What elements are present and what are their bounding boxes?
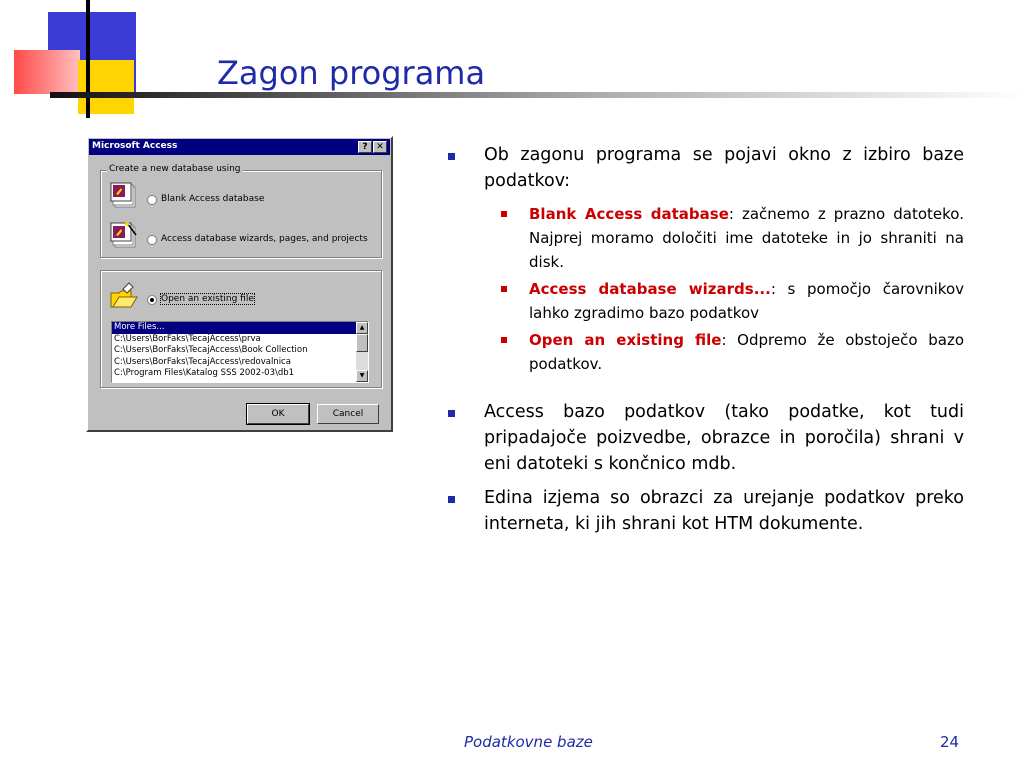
recent-files-list[interactable]	[111, 321, 369, 383]
create-database-group	[100, 164, 382, 258]
blank-database-label[interactable]: Blank Access database	[161, 194, 265, 204]
desc-wizards: : s pomočjo čarovnikov lahko zgradimo bazo podatkov	[529, 280, 964, 322]
slide-footer: Podatkovne baze	[464, 733, 593, 751]
desc-blank: : začnemo z prazno datoteko. Najprej moramo določiti ime datoteke in jo shraniti na disk.	[529, 205, 964, 271]
bullet-mdb-file: Access bazo podatkov (tako podatke, kot tudi pripadajoče poizvedbe, obrazce in poročila) shrani v eni datoteki s končnico mdb.	[444, 399, 964, 477]
file-list-item[interactable]: C:\Users\BorFaks\TecajAccess\redovalnica	[114, 356, 291, 367]
term-blank: Blank Access database	[529, 205, 729, 223]
bullet-htm-exception: Edina izjema so obrazci za urejanje podatkov preko interneta, ki jih shrani kot HTM dokumente.	[444, 485, 964, 537]
term-wizards: Access database wizards...	[529, 280, 771, 298]
desc-open: : Odpremo že obstoječo bazo podatkov.	[529, 331, 964, 373]
file-list-item[interactable]: C:\Program Files\Katalog SSS 2002-03\db1	[114, 368, 295, 378]
bullet-intro: Ob zagonu programa se pojavi okno z izbiro baze podatkov:	[444, 142, 964, 194]
ok-button[interactable]: OK	[247, 404, 309, 424]
create-group-label: Create a new database using	[109, 164, 241, 174]
wizard-database-icon	[109, 221, 139, 251]
dialog-title: Microsoft Access	[92, 141, 178, 151]
close-button[interactable]: ✕	[373, 141, 387, 153]
decor-vertical-line	[86, 0, 90, 118]
file-list-item[interactable]: C:\Users\BorFaks\TecajAccess\Book Collection	[114, 345, 308, 355]
open-folder-icon	[109, 281, 139, 311]
scroll-thumb[interactable]	[356, 334, 368, 352]
decor-red-bar	[14, 50, 80, 94]
access-startup-dialog	[86, 136, 393, 432]
page-number: 24	[940, 733, 960, 751]
dialog-titlebar	[89, 139, 390, 155]
slide-content	[444, 142, 964, 545]
wizards-radio[interactable]	[147, 235, 157, 245]
sub-bullet-open	[444, 328, 964, 376]
wizards-label[interactable]: Access database wizards, pages, and projects	[161, 234, 368, 244]
file-list-item[interactable]: C:\Users\BorFaks\TecajAccess\prva	[114, 333, 261, 344]
sub-bullet-blank	[444, 202, 964, 274]
slide-title: Zagon programa	[217, 54, 486, 92]
open-existing-group	[100, 270, 382, 388]
help-button[interactable]: ?	[358, 141, 372, 153]
blank-database-radio[interactable]	[147, 195, 157, 205]
cancel-button[interactable]: Cancel	[317, 404, 379, 424]
decor-title-underline	[50, 92, 1024, 98]
scroll-up-icon[interactable]: ▲	[356, 322, 368, 334]
open-existing-label[interactable]: Open an existing file	[161, 294, 254, 304]
open-existing-radio[interactable]	[147, 295, 157, 305]
sub-bullet-wizards	[444, 277, 964, 325]
term-open: Open an existing file	[529, 331, 722, 349]
blank-database-icon	[109, 181, 139, 211]
file-list-scrollbar[interactable]	[356, 322, 368, 382]
scroll-down-icon[interactable]: ▼	[356, 370, 368, 382]
file-list-item[interactable]: More Files...	[112, 322, 368, 334]
